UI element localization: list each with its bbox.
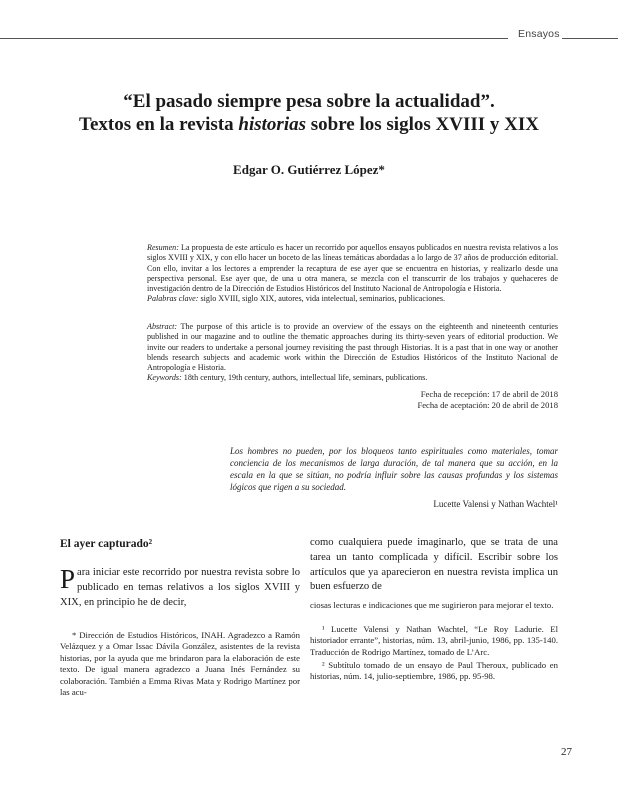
section-heading: El ayer capturado² — [60, 538, 153, 550]
title-line-2-em: historias — [238, 114, 306, 135]
header-rule — [0, 38, 508, 39]
footnote-author-continued: ciosas lecturas e indicaciones que me sugirieron para mejorar el texto. — [310, 600, 554, 610]
abstract-en-label: Abstract: — [147, 322, 178, 331]
abstract-en — [147, 322, 558, 384]
title-line-2 — [60, 113, 558, 136]
abstract-en-text: The purpose of this article is to provide an overview of the essays on the eighteenth and nineteenth centuries published in our magazine and to outline the thematic approaches during its thirty-seven years of editorial production. We invite our readers to undertake a personal journey revisiting the past through Historias. It is a past that in one way or another blends research subjects and academic work within the Dirección de Estudios Históricos of the Instituto Nacional de Antropología e Historia. — [147, 322, 558, 373]
footnote-2: ² Subtítulo tomado de un ensayo de Paul Theroux, publicado en historias, núm. 14, julio-septiembre, 1986, pp. 95-98. — [310, 660, 558, 682]
keywords-es-label: Palabras clave: — [147, 294, 199, 304]
keywords-en-text: 18th century, 19th century, authors, intellectual life, seminars, publications. — [181, 373, 428, 383]
body-paragraph-left — [60, 566, 300, 610]
received-date: Fecha de recepción: 17 de abril de 2018 — [420, 389, 558, 399]
epigraph-author: Lucette Valensi y Nathan Wachtel¹ — [433, 499, 558, 509]
title-line-1: “El pasado siempre pesa sobre la actualidad”. — [123, 91, 495, 112]
section-label: Ensayos — [518, 28, 560, 40]
dates-block — [417, 389, 558, 410]
abstract-es — [147, 243, 558, 305]
keywords-en-label: Keywords: — [147, 373, 182, 383]
title-line-2-post: sobre los siglos XVIII y XIX — [306, 114, 539, 135]
body-right-column — [310, 536, 558, 595]
footnote-author: * Dirección de Estudios Históricos, INAH. Agradezco a Ramón Velázquez y a Omar Issac Dávila González, asistentes de la revista historias, por la ayuda que me brindaron para la elaboración de este texto. De igual manera agradezco a Juana Inés Fernández su colaboración. También a Emma Rivas Mata y Rodrigo Martínez por las acu- — [60, 630, 300, 698]
footnote-1: ¹ Lucette Valensi y Nathan Wachtel, “Le Roy Ladurie. El historiador errante”, historias, núm. 13, abril-junio, 1986, pp. 135-140. Traducción de Rodrigo Martínez, tomado de L’Arc. — [310, 624, 558, 657]
body-left-column — [60, 566, 300, 610]
body-left-text: ara iniciar este recorrido por nuestra revista sobre lo publicado en temas relativos a los siglos XVIII y XIX, en principio he de decir, — [60, 567, 300, 608]
header-rule-end — [562, 38, 618, 39]
abstract-es-label: Resumen: — [147, 243, 179, 252]
drop-cap: P — [60, 564, 76, 594]
body-paragraph-right: como cualquiera puede imaginarlo, que se trata de una tarea un tanto complicada y difícil. Escribir sobre los artículos que ya aparecieron en nuestra revista implica un buen esfuerzo de — [310, 537, 558, 593]
abstract-es-text: La propuesta de este artículo es hacer un recorrido por aquellos ensayos publicados en nuestra revista relativos a los siglos XVIII y XIX, y con ello hacer un boceto de las líneas temáticas abordadas a lo largo de 37 años de producción editorial. Con ello, invitar a los lectores a emprender la recaptura de ese ayer que se encuentra en historias, y realizarlo desde una perspectiva personal. Ese ayer que, de una u otra manera, se mezcla con el transcurrir de los trabajos y quehaceres de investigación dentro de la Dirección de Estudios Históricos del Instituto Nacional de Antropología e Historia. — [147, 243, 558, 294]
title-line-2-pre: Textos en la revista — [79, 114, 239, 135]
page-number: 27 — [561, 746, 572, 758]
accepted-date: Fecha de aceptación: 20 de abril de 2018 — [417, 399, 558, 410]
article-title — [60, 90, 558, 136]
epigraph: Los hombres no pueden, por los bloqueos tanto espirituales como materiales, tomar conciencia de los mecanismos de larga duración, de tal manera que su acción, en la escala en la que se sitúan, no podría influir sobre las causas profundas y los sistemas lógicos que rigen a su sociedad. — [230, 446, 558, 492]
keywords-es-text: siglo XVIII, siglo XIX, autores, vida intelectual, seminarios, publicaciones. — [198, 294, 446, 304]
author-name: Edgar O. Gutiérrez López* — [233, 162, 385, 177]
